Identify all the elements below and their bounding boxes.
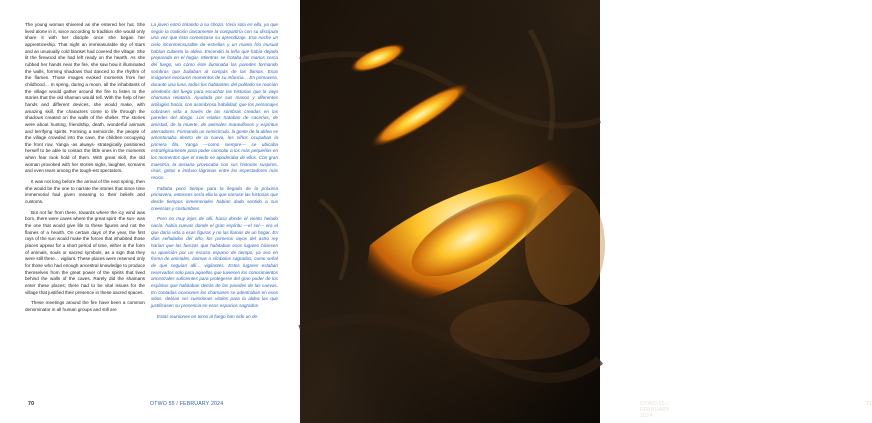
- spanish-paragraph: Pero no muy lejos de allí, hacia donde el viento helado nacía, había cuevas donde el gran espíritu —el sol— era el que daría vida a esas figuras y no las llamas de un hogar. En días señalados del año, los primeros rayos del astro rey harían que las fuerzas que habitaban esos lugares hiciesen su aparición por un escaso espacio de tiempo, ya sea en forma de animales, ánimas o símbolos sagrados, como señal de que seguían allí… vigilantes. Estos lugares estaban reservados solo para aquellos que tuviesen los conocimientos ancestrales suficientes para protegerse del gran poder de los espíritus que habitaban detrás de las paredes de las cuevas. En contadas ocasiones los chamanes se adentraban en esos sitios, debían ser cuestiones vitales para la aldea las que justificasen su presencia en esos espacios sagrados.: [151, 216, 278, 308]
- english-text-column: [25, 22, 145, 318]
- right-page: [300, 0, 872, 423]
- english-paragraph: It was not long before the arrival of the next spring, then she would be the one to narrate the stories that since time immemorial had given meaning to their beliefs and customs.: [25, 179, 145, 205]
- page-number-left: 70: [28, 401, 35, 407]
- english-paragraph: The young woman shivered as she entered her hut. She lived alone in it, since according to tradition she would only share it with her disciple once she began her apprenticeship. That night an immeasurable sky of stars and an unusually cold blanket had covered the village. She lit the firewood she had left ready on the hearth. As she rubbed her hands near the fire, she saw how it illuminated the walls, forming shadows that danced to the rhythm of the flames. Those images evoked moments from her childhood… In spring, during a moon, all the inhabitants of the village would gather around the fire to listen to the stories that the old shaman would tell. With the help of her hands and different devices, she would make, with amazing skill, the characters come to life through the shadows created on the walls of the shelter. The stories were about hunting, friendship, death, wonderful animals and terrifying spirits. Forming a semicircle, the people of the village crowded into the cave, the children occupying the front row. Yanga -as always- strategically positioned herself to be able to contact the little ones in the moments when fear took hold of them. With great skill, the old woman provoked with her stories sighs, laughter, screams and even tears among the tough-est spectators.: [25, 22, 145, 174]
- english-paragraph: These meetings around the fire have been a common denominator in all human groups and still are: [25, 300, 145, 312]
- spanish-paragraph: Faltaba poco tiempo para la llegada de la próxima primavera, entonces sería ella la que narrase las historias que desde tiempos inmemoriales habían dado sentido a sus creencias y costumbres.: [151, 185, 278, 211]
- magazine-label-right: OTWO 55 / FEBRUARY 2024: [640, 401, 670, 419]
- spanish-text-column: [151, 22, 278, 324]
- left-page: [0, 0, 300, 423]
- english-paragraph: But not far from there, towards where the icy wind was born, there were caves where the great spirit -the sun- was the one that would give life to these figures and not the flames of a hearth. On certain days of the year, the first rays of the sun would make the forces that inhabited those places appear for a short period of time, either in the form of animals, souls or sacred symbols, as a sign that they were still there… vigilant. These places were reserved only for those who had enough ancestral knowledge to produce themselves from the great power of the spirits that lived behind the walls of the caves. Rarely did the shamans enter these places; there had to be vital issues for the village that justified their presence in these sacred spaces.: [25, 209, 145, 295]
- magazine-label-left: OTWO 55 / FEBRUARY 2024: [150, 401, 224, 407]
- spanish-paragraph: Estas reuniones en torno al fuego han sido un de-: [157, 313, 259, 319]
- cave-sunlight-photo: [300, 0, 600, 423]
- page-number-right: 71: [866, 401, 872, 407]
- spanish-paragraph: La joven entró tiritando a su choza. Vivía sola en ella, ya que según la tradición únicamente la compartiría con su discípula una vez que ésta comenzase su aprendizaje. Esa noche un cielo inconmensurable de estrellas y un manto frío inusual habían cubierto la aldea. Encendió la leña que había dejado preparada en el hogar. Mientras se frotaba las manos cerca del fuego, vio cómo éste iluminaba las paredes formando sombras que bailaban al compás de las llamas. Esas imágenes evocaron momentos de su infancia… En primavera, durante una luna, todos los habitantes del poblado se reunían alrededor del fuego para escuchar las historias que la vieja chamana relataría. Ayudada por sus manos y diferentes artilugios hacía, con asombrosa habilidad, que los personajes cobrasen vida a través de las sombras creadas en las paredes del abrigo. Los relatos trataban de cacerías, de amistad, de la muerte, de animales maravillosos y espíritus aterradores. Formando un semicírculo, la gente de la aldea se amontonaba dentro de la cueva, los niños ocupaban la primera fila. Yanga —como siempre— se ubicaba estratégicamente para poder consolar a los más pequeños en los momentos que el miedo se apoderaba de ellos. Con gran maestría, la anciana provocaba con sus historias suspiros, risas, gritos e incluso lágrimas entre los espectadores más recios.: [151, 22, 278, 181]
